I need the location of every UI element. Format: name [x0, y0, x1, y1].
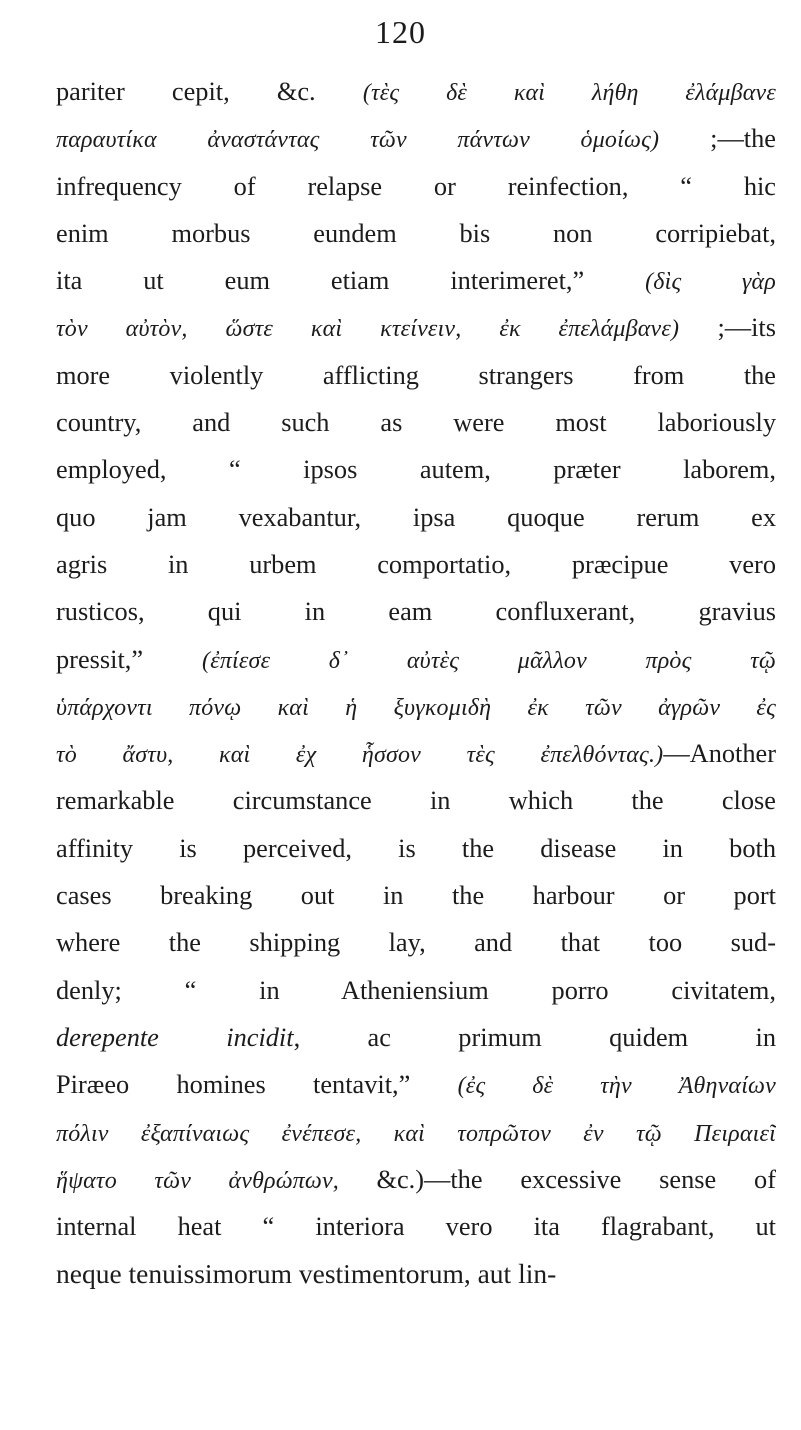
text-line: [56, 399, 776, 446]
text-line: [56, 210, 776, 257]
text-line: [56, 825, 776, 872]
italic-text: derepente incidit: [56, 1022, 294, 1052]
text-line: [56, 730, 776, 777]
line-text: neque tenuissimorum vestimentorum, aut lin-: [56, 1258, 557, 1290]
greek-text: (ἐς δὲ τὴν Ἀθηναίων: [457, 1073, 776, 1100]
text-line: [56, 68, 776, 115]
text-line: [56, 1109, 776, 1156]
line-text: cases breaking out in the harbour or port: [56, 881, 776, 911]
text-line: [56, 115, 776, 162]
line-text: ;—the: [659, 124, 776, 154]
text-line: [56, 777, 776, 824]
text-line: [56, 446, 776, 493]
line-text: rusticos, qui in eam confluxerant, gravius: [56, 597, 776, 627]
line-text: Piræeo homines tentavit,”: [56, 1070, 458, 1100]
line-text: affinity is perceived, is the disease in both: [56, 833, 776, 863]
line-text: denly; “ in Atheniensium porro civitatem,: [56, 975, 776, 1005]
greek-text: (ἐπίεσε δ᾽ αὐτὲς μᾶλλον πρὸς τῷ: [202, 647, 776, 674]
text-line: [56, 304, 776, 351]
text-line: [56, 588, 776, 635]
text-line: [56, 1156, 776, 1203]
text-line: [56, 919, 776, 966]
line-text: , ac primum quidem in: [293, 1022, 776, 1052]
line-text: more violently afflicting strangers from the: [56, 360, 776, 390]
line-text: where the shipping lay, and that too sud-: [56, 928, 776, 958]
greek-text: τὸ ἄστυ, καὶ ἐχ ἧσσον τὲς ἐπελθόντας.): [56, 742, 664, 769]
line-text: —Another: [663, 739, 776, 769]
text-line: [56, 352, 776, 399]
line-text: internal heat “ interiora vero ita flagrabant, ut: [56, 1212, 776, 1242]
greek-text: παραυτίκα ἀναστάντας τῶν πάντων ὁμοίως): [56, 127, 660, 154]
text-line: [56, 1061, 776, 1108]
greek-text: (δὶς γὰρ: [645, 269, 776, 296]
text-line: [56, 1014, 776, 1061]
greek-text: τὸν αὐτὸν, ὥστε καὶ κτείνειν, ἐκ ἐπελάμβανε): [56, 316, 680, 343]
text-line: [56, 163, 776, 210]
line-text: agris in urbem comportatio, præcipue vero: [56, 549, 776, 579]
greek-text: πόλιν ἐξαπίναιως ἐνέπεσε, καὶ τοπρῶτον ἐν τῷ Πειραιεῖ: [56, 1120, 776, 1147]
line-text: country, and such as were most laboriously: [56, 408, 776, 438]
text-line: [56, 257, 776, 304]
line-text: ;—its: [679, 313, 776, 343]
text-line: [56, 1250, 776, 1297]
text-line: [56, 541, 776, 588]
greek-text: ἥψατο τῶν ἀνθρώπων,: [56, 1167, 377, 1194]
text-line: [56, 494, 776, 541]
line-text: infrequency of relapse or reinfection, “ hic: [56, 171, 776, 201]
line-text: &c.)—the excessive sense of: [376, 1164, 776, 1194]
greek-text: (τὲς δὲ καὶ λήθη ἐλάμβανε: [362, 80, 776, 106]
text-line: [56, 967, 776, 1014]
text-line: [56, 872, 776, 919]
line-text: employed, “ ipsos autem, præter laborem,: [56, 455, 776, 485]
line-text: enim morbus eundem bis non corripiebat,: [56, 218, 776, 248]
text-line: [56, 683, 776, 730]
line-text: pariter cepit, &c.: [56, 77, 363, 106]
line-text: ita ut eum etiam interimeret,”: [56, 266, 646, 296]
text-line: [56, 1203, 776, 1250]
line-text: remarkable circumstance in which the close: [56, 786, 776, 816]
greek-text: ὑπάρχοντι πόνῳ καὶ ἡ ξυγκομιδὴ ἐκ τῶν ἀγρῶν ἐς: [56, 694, 776, 721]
line-text: quo jam vexabantur, ipsa quoque rerum ex: [56, 502, 776, 532]
line-text: pressit,”: [56, 644, 203, 674]
page-number: 120: [375, 14, 426, 50]
text-line: [56, 636, 776, 683]
body-text: [56, 68, 776, 1298]
